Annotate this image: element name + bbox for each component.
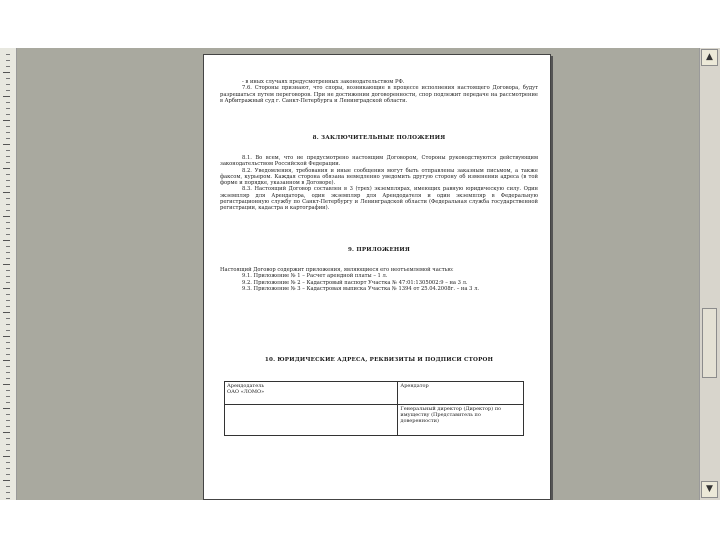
ruler-tick xyxy=(6,426,10,427)
ruler-tick xyxy=(6,486,10,487)
paragraph: Настоящий Договор содержит приложения, являющиеся его неотъемлемой частью: xyxy=(220,267,454,273)
ruler-tick xyxy=(3,168,10,169)
ruler-tick xyxy=(6,330,10,331)
lessee-signature-cell xyxy=(398,405,524,436)
ruler-tick xyxy=(6,474,10,475)
document-viewer-window xyxy=(0,48,720,500)
ruler-tick xyxy=(3,360,10,361)
vertical-scrollbar[interactable] xyxy=(699,48,720,500)
ruler-tick xyxy=(6,324,10,325)
ruler-tick xyxy=(6,252,10,253)
ruler-tick xyxy=(6,258,10,259)
ruler-tick xyxy=(3,384,10,385)
ruler-tick xyxy=(3,432,10,433)
ruler-tick xyxy=(3,408,10,409)
ruler-tick xyxy=(6,60,10,61)
ruler-tick xyxy=(6,186,10,187)
ruler-tick xyxy=(6,276,10,277)
lessor-cell xyxy=(225,382,398,405)
ruler-tick xyxy=(6,348,10,349)
ruler-tick xyxy=(6,162,10,163)
lessee-cell xyxy=(398,382,524,405)
intro-line: - в иных случаях предусмотренных законодательством РФ. xyxy=(242,79,405,85)
list-item: 9.1. Приложение № 1 – Расчет арендной платы – 1 л. xyxy=(242,273,388,280)
ruler-tick xyxy=(6,54,10,55)
scroll-up-icon[interactable]: ▲ xyxy=(701,49,718,66)
ruler-tick xyxy=(6,468,10,469)
section-9-body xyxy=(220,267,538,292)
ruler-tick xyxy=(6,198,10,199)
lessee-note: Генеральный директор (Директор) по имуществу (Представитель по доверенности) xyxy=(400,406,502,424)
paragraph: 8.2. Уведомления, требования и иные сообщения могут быть отправлены заказным письмом, а также факсом, курьером. Каждая сторона обязана немедленно уведомить другую сторону об изменении адреса (в той форме и порядке, указанном в Договоре). xyxy=(220,167,538,187)
table-row xyxy=(225,405,524,436)
ruler-tick xyxy=(6,210,10,211)
ruler-tick xyxy=(6,174,10,175)
ruler-tick xyxy=(6,498,10,499)
ruler-tick xyxy=(3,336,10,337)
ruler-tick xyxy=(6,414,10,415)
ruler-tick xyxy=(6,300,10,301)
lessor-name: ОАО «ЛОМО» xyxy=(227,389,265,395)
ruler-tick xyxy=(6,126,10,127)
ruler-tick xyxy=(6,78,10,79)
ruler-tick xyxy=(3,72,10,73)
ruler-tick xyxy=(6,438,10,439)
ruler-tick xyxy=(3,216,10,217)
ruler-tick xyxy=(6,462,10,463)
ruler-tick xyxy=(6,108,10,109)
section-8-heading: 8. ЗАКЛЮЧИТЕЛЬНЫЕ ПОЛОЖЕНИЯ xyxy=(312,135,446,141)
ruler-tick xyxy=(3,480,10,481)
ruler-tick xyxy=(6,306,10,307)
intro-line: 7.6. Стороны признают, что споры, возникающие в процессе исполнения настоящего Договора, будут разрешаться путем переговоров. При не достижении договоренности, спор подлежит передаче на рассмотрение в Арбитражный суд г. Санкт-Петербурга и Ленинградской области. xyxy=(220,85,538,104)
paragraph: 8.1. Во всем, что не предусмотрено настоящим Договором, Стороны руководствуются действующим законодательством Российской Федерации. xyxy=(220,155,538,168)
scrollbar-thumb[interactable] xyxy=(702,308,717,378)
lessor-signature-cell xyxy=(225,405,398,436)
lessee-title: Арендатор xyxy=(400,383,429,389)
ruler-tick xyxy=(6,294,10,295)
ruler-tick xyxy=(3,456,10,457)
ruler-tick xyxy=(6,390,10,391)
signatures-table xyxy=(224,381,524,436)
intro-block xyxy=(220,79,538,104)
ruler-tick xyxy=(6,354,10,355)
ruler-tick xyxy=(6,450,10,451)
ruler-tick xyxy=(3,120,10,121)
section-10-heading: 10. ЮРИДИЧЕСКИЕ АДРЕСА, РЕКВИЗИТЫ И ПОДПИСИ СТОРОН xyxy=(264,357,494,363)
ruler-tick xyxy=(6,204,10,205)
ruler-tick xyxy=(6,66,10,67)
top-margin xyxy=(0,0,720,48)
ruler-tick xyxy=(6,180,10,181)
ruler-tick xyxy=(6,396,10,397)
ruler-tick xyxy=(3,240,10,241)
ruler-tick xyxy=(6,318,10,319)
ruler-tick xyxy=(6,228,10,229)
section-9-heading: 9. ПРИЛОЖЕНИЯ xyxy=(347,247,411,253)
bottom-margin xyxy=(0,500,720,540)
ruler-tick xyxy=(6,378,10,379)
ruler-tick xyxy=(6,282,10,283)
ruler-tick xyxy=(6,342,10,343)
document-page xyxy=(203,54,551,500)
ruler-tick xyxy=(6,444,10,445)
ruler-tick xyxy=(6,102,10,103)
document-workspace[interactable] xyxy=(17,48,700,500)
ruler-tick xyxy=(6,246,10,247)
ruler-tick xyxy=(6,132,10,133)
list-item: 9.2. Приложение № 2 – Кадастровый паспорт Участка № 47:01:1305002:9 – на 3 л. xyxy=(242,279,468,286)
ruler-tick xyxy=(3,96,10,97)
scroll-down-icon[interactable]: ▼ xyxy=(701,481,718,498)
ruler-tick xyxy=(3,312,10,313)
ruler-tick xyxy=(6,150,10,151)
ruler-tick xyxy=(3,264,10,265)
paragraph: 8.3. Настоящий Договор составлен в 3 (трех) экземплярах, имеющих равную юридическую силу. Один экземпляр для Арендатора, один экземпляр для Арендодателя и один экземпляр в Федеральную регистрационную службу по Санкт-Петербургу и Ленинградской области (Федеральная служба государственной регистрации, кадастра и картографии). xyxy=(220,186,538,212)
ruler-tick xyxy=(6,234,10,235)
ruler-tick xyxy=(6,420,10,421)
section-8-body xyxy=(220,155,538,212)
table-row xyxy=(225,382,524,405)
ruler-tick xyxy=(6,492,10,493)
ruler-tick xyxy=(6,114,10,115)
ruler-tick xyxy=(6,138,10,139)
list-item: 9.3. Приложение № 3 – Кадастровая выписка Участка № 1394 от 25.04.2008г. – на 3 л. xyxy=(242,285,480,292)
ruler-tick xyxy=(6,402,10,403)
ruler-tick xyxy=(6,372,10,373)
ruler-tick xyxy=(6,84,10,85)
ruler-tick xyxy=(6,156,10,157)
ruler-tick xyxy=(3,192,10,193)
ruler-tick xyxy=(6,270,10,271)
lessor-title: Арендодатель xyxy=(227,383,265,389)
vertical-ruler[interactable] xyxy=(0,48,17,500)
ruler-tick xyxy=(3,144,10,145)
ruler-tick xyxy=(6,90,10,91)
ruler-tick xyxy=(6,366,10,367)
ruler-tick xyxy=(6,222,10,223)
ruler-tick xyxy=(3,288,10,289)
